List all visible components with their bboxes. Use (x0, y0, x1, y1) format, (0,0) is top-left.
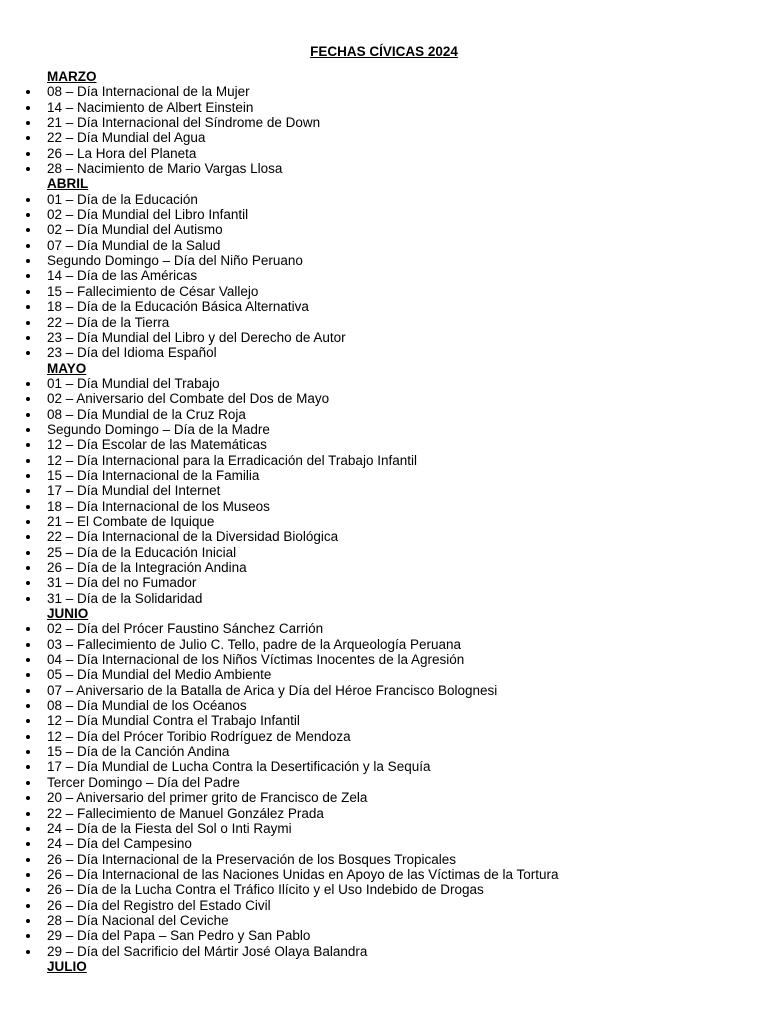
bullet-icon (26, 719, 30, 723)
bullet-icon (26, 689, 30, 693)
list-item (0, 391, 768, 406)
list-item-text: 17 – Día Mundial de Lucha Contra la Desertificación y la Sequía (47, 759, 431, 775)
date-list (0, 376, 768, 606)
list-item-text: 01 – Día de la Educación (47, 191, 198, 207)
list-item (0, 529, 768, 544)
list-item (0, 683, 768, 698)
list-item-text: 18 – Día de la Educación Básica Alternativa (47, 299, 309, 315)
list-item (0, 545, 768, 560)
list-item-text: 26 – Día Internacional de la Preservación de los Bosques Tropicales (47, 851, 456, 867)
list-item-text: 01 – Día Mundial del Trabajo (47, 375, 220, 391)
bullet-icon (26, 643, 30, 647)
list-item (0, 268, 768, 283)
bullet-icon (26, 459, 30, 463)
list-item (0, 330, 768, 345)
list-item (0, 192, 768, 207)
list-item-text: 15 – Fallecimiento de César Vallejo (47, 283, 259, 299)
list-item-text: 26 – Día Internacional de las Naciones Unidas en Apoyo de las Víctimas de la Tortura (47, 866, 559, 882)
list-item-text: 22 – Día Internacional de la Diversidad Biológica (47, 529, 339, 545)
list-item (0, 652, 768, 667)
list-item (0, 84, 768, 99)
list-item (0, 407, 768, 422)
bullet-icon (26, 228, 30, 232)
list-item (0, 790, 768, 805)
list-item-text: 29 – Día del Papa – San Pedro y San Pablo (47, 928, 311, 944)
bullet-icon (26, 443, 30, 447)
list-item (0, 207, 768, 222)
list-item-text: 17 – Día Mundial del Internet (47, 483, 221, 499)
bullet-icon (26, 597, 30, 601)
list-item-text: 31 – Día de la Solidaridad (47, 590, 203, 606)
list-item (0, 621, 768, 636)
list-item (0, 315, 768, 330)
list-item-text: 26 – La Hora del Planeta (47, 145, 197, 161)
list-item-text: 25 – Día de la Educación Inicial (47, 544, 237, 560)
list-item-text: 22 – Fallecimiento de Manuel González Prada (47, 805, 324, 821)
bullet-icon (26, 213, 30, 217)
list-item (0, 253, 768, 268)
bullet-icon (26, 121, 30, 125)
list-item-text: 12 – Día Mundial Contra el Trabajo Infantil (47, 713, 300, 729)
list-item (0, 238, 768, 253)
list-item (0, 575, 768, 590)
list-item-text: 23 – Día Mundial del Libro y del Derecho de Autor (47, 329, 346, 345)
list-item (0, 437, 768, 452)
bullet-icon (26, 290, 30, 294)
bullet-icon (26, 136, 30, 140)
list-item-text: 23 – Día del Idioma Español (47, 345, 217, 361)
list-item-text: 15 – Día Internacional de la Familia (47, 467, 260, 483)
list-item (0, 729, 768, 744)
list-item-text: 14 – Nacimiento de Albert Einstein (47, 99, 254, 115)
date-list (0, 621, 768, 959)
list-item-text: 29 – Día del Sacrificio del Mártir José Olaya Balandra (47, 943, 368, 959)
list-item (0, 422, 768, 437)
list-item (0, 345, 768, 360)
list-item-text: 02 – Aniversario del Combate del Dos de Mayo (47, 391, 330, 407)
bullet-icon (26, 827, 30, 831)
month-heading: JULIO (47, 958, 87, 974)
list-item (0, 852, 768, 867)
bullet-icon (26, 397, 30, 401)
month-heading: MARZO (47, 69, 97, 84)
list-item (0, 146, 768, 161)
list-item-text: 20 – Aniversario del primer grito de Francisco de Zela (47, 790, 368, 806)
list-item-text: 26 – Día de la Lucha Contra el Tráfico Ilícito y el Uso Indebido de Drogas (47, 882, 484, 898)
bullet-icon (26, 904, 30, 908)
bullet-icon (26, 919, 30, 923)
month-heading: ABRIL (47, 176, 89, 192)
list-item-text: 02 – Día Mundial del Autismo (47, 222, 223, 238)
list-item-text: 24 – Día del Campesino (47, 836, 192, 852)
month-section (0, 606, 768, 959)
bullet-icon (26, 781, 30, 785)
list-item-text: 03 – Fallecimiento de Julio C. Tello, padre de la Arqueología Peruana (47, 636, 462, 652)
bullet-icon (26, 858, 30, 862)
list-item (0, 806, 768, 821)
list-item (0, 115, 768, 130)
list-item-text: 21 – Día Internacional del Síndrome de Down (47, 115, 321, 131)
bullet-icon (26, 520, 30, 524)
list-item-text: 21 – El Combate de Iquique (47, 513, 215, 529)
bullet-icon (26, 812, 30, 816)
bullet-icon (26, 566, 30, 570)
list-item (0, 713, 768, 728)
list-item (0, 637, 768, 652)
list-item-text: 22 – Día de la Tierra (47, 314, 170, 330)
bullet-icon (26, 658, 30, 662)
list-item (0, 898, 768, 913)
list-item (0, 667, 768, 682)
list-item-text: Segundo Domingo – Día de la Madre (47, 421, 270, 437)
bullet-icon (26, 735, 30, 739)
list-item-text: Segundo Domingo – Día del Niño Peruano (47, 253, 303, 269)
list-item (0, 514, 768, 529)
month-heading: JUNIO (47, 606, 89, 622)
bullet-icon (26, 627, 30, 631)
bullet-icon (26, 673, 30, 677)
bullet-icon (26, 842, 30, 846)
bullet-icon (26, 888, 30, 892)
list-item (0, 928, 768, 943)
list-item (0, 453, 768, 468)
list-item-text: 07 – Aniversario de la Batalla de Arica y Día del Héroe Francisco Bolognesi (47, 682, 498, 698)
month-sections (0, 69, 768, 974)
list-item (0, 698, 768, 713)
list-item-text: 14 – Día de las Américas (47, 268, 198, 284)
list-item (0, 499, 768, 514)
list-item-text: 28 – Nacimiento de Mario Vargas Llosa (47, 161, 283, 177)
bullet-icon (26, 413, 30, 417)
bullet-icon (26, 106, 30, 110)
list-item-text: 22 – Día Mundial del Agua (47, 130, 206, 146)
list-item (0, 744, 768, 759)
list-item-text: 15 – Día de la Canción Andina (47, 744, 230, 760)
list-item-text: Tercer Domingo – Día del Padre (47, 774, 240, 790)
list-item (0, 759, 768, 774)
list-item (0, 284, 768, 299)
list-item-text: 18 – Día Internacional de los Museos (47, 498, 270, 514)
month-section (0, 69, 768, 176)
bullet-icon (26, 581, 30, 585)
list-item-text: 08 – Día Internacional de la Mujer (47, 84, 250, 100)
bullet-icon (26, 90, 30, 94)
month-section (0, 176, 768, 360)
bullet-icon (26, 198, 30, 202)
list-item (0, 591, 768, 606)
list-item (0, 836, 768, 851)
month-section (0, 361, 768, 607)
date-list (0, 84, 768, 176)
bullet-icon (26, 336, 30, 340)
bullet-icon (26, 535, 30, 539)
bullet-icon (26, 765, 30, 769)
bullet-icon (26, 934, 30, 938)
list-item-text: 07 – Día Mundial de la Salud (47, 237, 221, 253)
month-heading: MAYO (47, 360, 87, 376)
bullet-icon (26, 274, 30, 278)
bullet-icon (26, 796, 30, 800)
list-item (0, 944, 768, 959)
list-item (0, 560, 768, 575)
list-item (0, 775, 768, 790)
bullet-icon (26, 321, 30, 325)
list-item-text: 02 – Día Mundial del Libro Infantil (47, 207, 249, 223)
bullet-icon (26, 704, 30, 708)
list-item (0, 867, 768, 882)
list-item-text: 12 – Día Internacional para la Erradicación del Trabajo Infantil (47, 452, 417, 468)
list-item (0, 483, 768, 498)
bullet-icon (26, 950, 30, 954)
list-item-text: 08 – Día Mundial de los Océanos (47, 698, 247, 714)
bullet-icon (26, 382, 30, 386)
bullet-icon (26, 873, 30, 877)
document-title: FECHAS CÍVICAS 2024 (310, 44, 458, 59)
list-item (0, 299, 768, 314)
list-item (0, 130, 768, 145)
bullet-icon (26, 167, 30, 171)
bullet-icon (26, 551, 30, 555)
list-item (0, 913, 768, 928)
bullet-icon (26, 152, 30, 156)
list-item (0, 468, 768, 483)
bullet-icon (26, 505, 30, 509)
month-section (0, 959, 768, 974)
bullet-icon (26, 489, 30, 493)
list-item-text: 08 – Día Mundial de la Cruz Roja (47, 406, 246, 422)
bullet-icon (26, 259, 30, 263)
list-item (0, 376, 768, 391)
bullet-icon (26, 750, 30, 754)
list-item (0, 100, 768, 115)
date-list (0, 192, 768, 361)
bullet-icon (26, 428, 30, 432)
list-item-text: 12 – Día Escolar de las Matemáticas (47, 437, 267, 453)
list-item-text: 31 – Día del no Fumador (47, 575, 197, 591)
list-item (0, 821, 768, 836)
list-item-text: 12 – Día del Prócer Toribio Rodríguez de Mendoza (47, 728, 351, 744)
list-item-text: 05 – Día Mundial del Medio Ambiente (47, 667, 272, 683)
list-item-text: 26 – Día del Registro del Estado Civil (47, 897, 271, 913)
list-item (0, 882, 768, 897)
bullet-icon (26, 244, 30, 248)
list-item-text: 24 – Día de la Fiesta del Sol o Inti Raymi (47, 820, 292, 836)
list-item (0, 222, 768, 237)
list-item-text: 26 – Día de la Integración Andina (47, 560, 247, 575)
list-item-text: 28 – Día Nacional del Ceviche (47, 912, 229, 928)
bullet-icon (26, 474, 30, 478)
bullet-icon (26, 305, 30, 309)
list-item-text: 04 – Día Internacional de los Niños Víctimas Inocentes de la Agresión (47, 652, 465, 668)
bullet-icon (26, 351, 30, 355)
list-item (0, 161, 768, 176)
list-item-text: 02 – Día del Prócer Faustino Sánchez Carrión (47, 621, 324, 637)
